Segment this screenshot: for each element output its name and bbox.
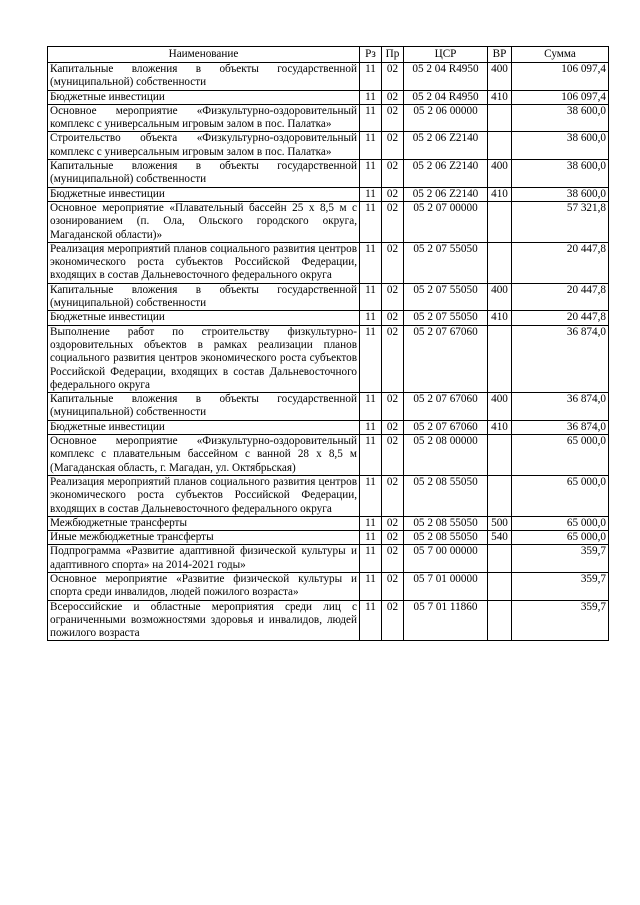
table-header-row <box>48 47 609 63</box>
row-name: Реализация мероприятий планов социального развития центров экономического роста субъектов Российской Федерации, входящих в состав Дальневосточного федерального округа <box>48 475 360 516</box>
row-vr <box>488 104 512 132</box>
row-vr: 540 <box>488 531 512 545</box>
header-vr: ВР <box>488 47 512 63</box>
table-row <box>48 90 609 104</box>
row-pr: 02 <box>382 63 404 91</box>
row-rz: 11 <box>360 325 382 392</box>
row-vr <box>488 132 512 160</box>
header-name: Наименование <box>48 47 360 63</box>
row-csr: 05 7 01 11860 <box>404 600 488 641</box>
table-row <box>48 160 609 188</box>
table-row <box>48 545 609 573</box>
table-row <box>48 242 609 283</box>
row-rz: 11 <box>360 311 382 325</box>
row-sum: 57 321,8 <box>512 201 609 242</box>
row-csr: 05 2 06 Z2140 <box>404 132 488 160</box>
table-row <box>48 311 609 325</box>
row-rz: 11 <box>360 393 382 421</box>
row-sum: 36 874,0 <box>512 393 609 421</box>
table-row <box>48 475 609 516</box>
row-vr <box>488 572 512 600</box>
row-name: Выполнение работ по строительству физкультурно-оздоровительных объектов в рамках реализации планов социального развития центров экономического роста субъектов Российской Федерации, входящих в состав Дальневосточного федерального округа <box>48 325 360 392</box>
row-rz: 11 <box>360 420 382 434</box>
row-sum: 106 097,4 <box>512 90 609 104</box>
table-row <box>48 420 609 434</box>
table-row <box>48 132 609 160</box>
row-pr: 02 <box>382 435 404 476</box>
row-pr: 02 <box>382 242 404 283</box>
row-csr: 05 2 06 Z2140 <box>404 160 488 188</box>
row-name: Основное мероприятие «Плавательный бассейн 25 х 8,5 м с озонированием (п. Ола, Ольского городского округа, Магаданской области)» <box>48 201 360 242</box>
row-pr: 02 <box>382 104 404 132</box>
table-row <box>48 283 609 311</box>
row-name: Капитальные вложения в объекты государственной (муниципальной) собственности <box>48 160 360 188</box>
row-pr: 02 <box>382 600 404 641</box>
row-rz: 11 <box>360 545 382 573</box>
row-sum: 65 000,0 <box>512 435 609 476</box>
row-sum: 20 447,8 <box>512 311 609 325</box>
row-pr: 02 <box>382 475 404 516</box>
row-csr: 05 2 07 67060 <box>404 420 488 434</box>
row-csr: 05 2 06 Z2140 <box>404 187 488 201</box>
row-csr: 05 2 08 55050 <box>404 516 488 530</box>
table-row <box>48 187 609 201</box>
row-csr: 05 2 07 55050 <box>404 311 488 325</box>
row-pr: 02 <box>382 516 404 530</box>
row-name: Реализация мероприятий планов социального развития центров экономического роста субъектов Российской Федерации, входящих в состав Дальневосточного федерального округа <box>48 242 360 283</box>
row-rz: 11 <box>360 201 382 242</box>
table-row <box>48 63 609 91</box>
row-name: Капитальные вложения в объекты государственной (муниципальной) собственности <box>48 63 360 91</box>
row-sum: 38 600,0 <box>512 160 609 188</box>
row-csr: 05 2 04 R4950 <box>404 90 488 104</box>
row-csr: 05 7 00 00000 <box>404 545 488 573</box>
row-name: Бюджетные инвестиции <box>48 90 360 104</box>
row-sum: 38 600,0 <box>512 104 609 132</box>
row-sum: 359,7 <box>512 545 609 573</box>
row-csr: 05 2 08 00000 <box>404 435 488 476</box>
row-vr <box>488 600 512 641</box>
row-vr <box>488 242 512 283</box>
table-row <box>48 516 609 530</box>
row-csr: 05 2 08 55050 <box>404 475 488 516</box>
row-vr: 410 <box>488 420 512 434</box>
row-rz: 11 <box>360 242 382 283</box>
row-pr: 02 <box>382 572 404 600</box>
row-name: Бюджетные инвестиции <box>48 187 360 201</box>
row-pr: 02 <box>382 160 404 188</box>
row-sum: 65 000,0 <box>512 516 609 530</box>
row-sum: 36 874,0 <box>512 420 609 434</box>
row-rz: 11 <box>360 475 382 516</box>
row-sum: 36 874,0 <box>512 325 609 392</box>
row-rz: 11 <box>360 187 382 201</box>
row-rz: 11 <box>360 516 382 530</box>
row-pr: 02 <box>382 393 404 421</box>
row-vr: 410 <box>488 90 512 104</box>
table-row <box>48 201 609 242</box>
table-body <box>48 63 609 641</box>
table-row <box>48 393 609 421</box>
row-pr: 02 <box>382 325 404 392</box>
header-pr: Пр <box>382 47 404 63</box>
row-name: Иные межбюджетные трансферты <box>48 531 360 545</box>
row-name: Межбюджетные трансферты <box>48 516 360 530</box>
table-row <box>48 531 609 545</box>
row-sum: 65 000,0 <box>512 475 609 516</box>
row-pr: 02 <box>382 187 404 201</box>
row-pr: 02 <box>382 90 404 104</box>
row-pr: 02 <box>382 132 404 160</box>
row-csr: 05 2 07 67060 <box>404 325 488 392</box>
row-vr <box>488 201 512 242</box>
row-rz: 11 <box>360 90 382 104</box>
table-row <box>48 325 609 392</box>
table-row <box>48 572 609 600</box>
row-vr: 410 <box>488 187 512 201</box>
row-rz: 11 <box>360 283 382 311</box>
row-sum: 359,7 <box>512 572 609 600</box>
row-name: Основное мероприятие «Развитие физической культуры и спорта среди инвалидов, людей пожилого возраста» <box>48 572 360 600</box>
row-name: Бюджетные инвестиции <box>48 420 360 434</box>
row-rz: 11 <box>360 572 382 600</box>
row-rz: 11 <box>360 160 382 188</box>
row-rz: 11 <box>360 435 382 476</box>
row-sum: 65 000,0 <box>512 531 609 545</box>
row-sum: 20 447,8 <box>512 242 609 283</box>
row-rz: 11 <box>360 104 382 132</box>
row-rz: 11 <box>360 600 382 641</box>
table-row <box>48 104 609 132</box>
header-csr: ЦСР <box>404 47 488 63</box>
row-sum: 106 097,4 <box>512 63 609 91</box>
budget-table <box>47 46 609 641</box>
table-row <box>48 435 609 476</box>
row-sum: 38 600,0 <box>512 187 609 201</box>
row-sum: 38 600,0 <box>512 132 609 160</box>
row-pr: 02 <box>382 420 404 434</box>
table-row <box>48 600 609 641</box>
row-name: Всероссийские и областные мероприятия среди лиц с ограниченными возможностями здоровья и инвалидов, людей пожилого возраста <box>48 600 360 641</box>
row-name: Основное мероприятие «Физкультурно-оздоровительный комплекс с универсальным игровым залом в пос. Палатка» <box>48 104 360 132</box>
row-csr: 05 2 07 55050 <box>404 283 488 311</box>
row-csr: 05 2 07 55050 <box>404 242 488 283</box>
row-pr: 02 <box>382 201 404 242</box>
header-sum: Сумма <box>512 47 609 63</box>
row-vr: 410 <box>488 311 512 325</box>
row-pr: 02 <box>382 311 404 325</box>
row-csr: 05 7 01 00000 <box>404 572 488 600</box>
row-vr <box>488 475 512 516</box>
header-rz: Рз <box>360 47 382 63</box>
row-rz: 11 <box>360 531 382 545</box>
row-vr: 400 <box>488 160 512 188</box>
row-pr: 02 <box>382 531 404 545</box>
row-csr: 05 2 07 67060 <box>404 393 488 421</box>
row-pr: 02 <box>382 283 404 311</box>
row-rz: 11 <box>360 63 382 91</box>
row-sum: 359,7 <box>512 600 609 641</box>
row-csr: 05 2 06 00000 <box>404 104 488 132</box>
row-vr <box>488 435 512 476</box>
row-vr: 400 <box>488 283 512 311</box>
row-name: Подпрограмма «Развитие адаптивной физической культуры и адаптивного спорта» на 2014-2021 годы» <box>48 545 360 573</box>
row-name: Бюджетные инвестиции <box>48 311 360 325</box>
row-csr: 05 2 07 00000 <box>404 201 488 242</box>
row-pr: 02 <box>382 545 404 573</box>
row-vr: 400 <box>488 393 512 421</box>
row-rz: 11 <box>360 132 382 160</box>
row-vr: 400 <box>488 63 512 91</box>
row-vr: 500 <box>488 516 512 530</box>
row-sum: 20 447,8 <box>512 283 609 311</box>
row-csr: 05 2 04 R4950 <box>404 63 488 91</box>
row-name: Строительство объекта «Физкультурно-оздоровительный комплекс с универсальным игровым залом в пос. Палатка» <box>48 132 360 160</box>
row-vr <box>488 545 512 573</box>
row-name: Капитальные вложения в объекты государственной (муниципальной) собственности <box>48 283 360 311</box>
row-csr: 05 2 08 55050 <box>404 531 488 545</box>
row-name: Капитальные вложения в объекты государственной (муниципальной) собственности <box>48 393 360 421</box>
row-name: Основное мероприятие «Физкультурно-оздоровительный комплекс с плавательным бассейном с ванной 28 х 8,5 м (Магаданская область, г. Магадан, ул. Октябрьская) <box>48 435 360 476</box>
row-vr <box>488 325 512 392</box>
